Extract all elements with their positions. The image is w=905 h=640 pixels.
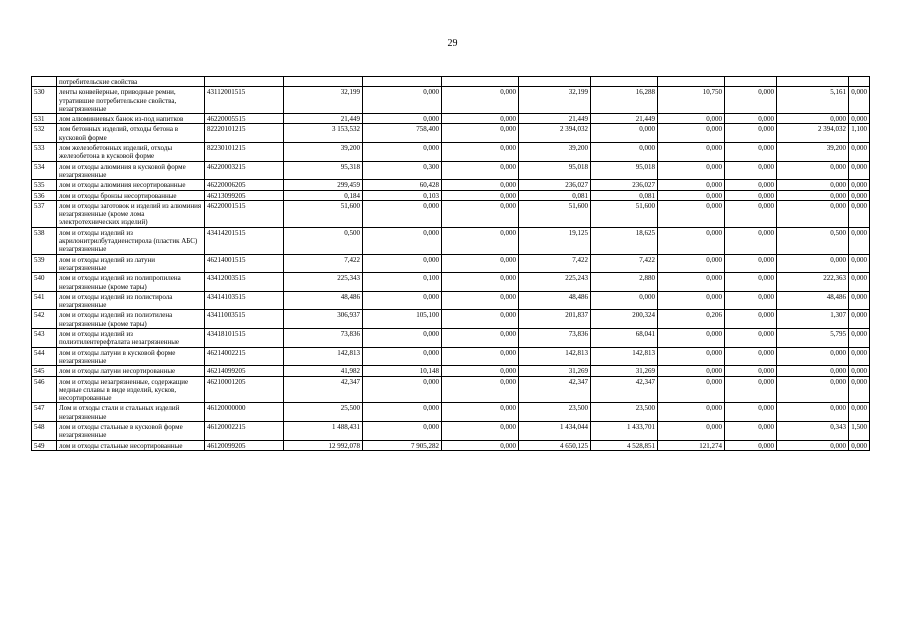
- table-row: [32, 87, 870, 114]
- cell-value: 0,000: [363, 143, 442, 162]
- cell-value: 0,206: [658, 310, 725, 329]
- table-row: [32, 329, 870, 348]
- table-row: [32, 403, 870, 422]
- cell-value: 0,000: [777, 440, 849, 450]
- cell-value: [777, 77, 849, 87]
- cell-value: 0,000: [725, 180, 777, 190]
- table-row: [32, 114, 870, 124]
- cell-value: 0,000: [725, 310, 777, 329]
- cell-value: 0,000: [442, 180, 519, 190]
- cell-value: 51,600: [519, 200, 591, 227]
- cell-value: 0,000: [849, 114, 870, 124]
- cell-value: 68,041: [591, 329, 658, 348]
- cell-value: 222,363: [777, 273, 849, 292]
- cell-code: 46120099205: [205, 440, 284, 450]
- cell-name: лом и отходы изделий из латуни незагрязненные: [57, 254, 205, 273]
- cell-code: 46214002215: [205, 347, 284, 366]
- cell-number: 543: [32, 329, 57, 348]
- cell-value: 0,000: [442, 87, 519, 114]
- cell-value: 0,000: [725, 421, 777, 440]
- cell-value: [284, 77, 363, 87]
- cell-number: 539: [32, 254, 57, 273]
- cell-value: 31,269: [519, 366, 591, 376]
- cell-value: 0,000: [442, 403, 519, 422]
- cell-value: 201,837: [519, 310, 591, 329]
- cell-value: 0,000: [777, 161, 849, 180]
- cell-value: 225,343: [284, 273, 363, 292]
- cell-value: [591, 77, 658, 87]
- table-row: [32, 227, 870, 254]
- cell-number: 540: [32, 273, 57, 292]
- cell-value: 0,000: [725, 114, 777, 124]
- cell-value: 0,081: [519, 190, 591, 200]
- cell-value: 4 650,125: [519, 440, 591, 450]
- cell-value: 0,000: [849, 273, 870, 292]
- cell-number: 530: [32, 87, 57, 114]
- cell-value: 3 153,532: [284, 124, 363, 143]
- cell-value: 18,625: [591, 227, 658, 254]
- cell-value: 1 434,044: [519, 421, 591, 440]
- cell-number: 541: [32, 291, 57, 310]
- cell-value: 0,000: [658, 366, 725, 376]
- cell-value: 0,000: [442, 366, 519, 376]
- table-row: [32, 310, 870, 329]
- cell-value: 0,000: [442, 227, 519, 254]
- cell-value: 0,000: [849, 161, 870, 180]
- cell-value: 7,422: [284, 254, 363, 273]
- cell-code: 43412003515: [205, 273, 284, 292]
- cell-code: 43418101515: [205, 329, 284, 348]
- cell-name: лом железобетонных изделий, отходы железобетона в кусковой форме: [57, 143, 205, 162]
- cell-value: 0,100: [363, 273, 442, 292]
- cell-value: 0,000: [849, 329, 870, 348]
- cell-value: 2 394,032: [519, 124, 591, 143]
- cell-value: 0,000: [725, 190, 777, 200]
- cell-value: 0,000: [725, 403, 777, 422]
- cell-value: 19,125: [519, 227, 591, 254]
- cell-value: 0,000: [725, 161, 777, 180]
- cell-value: 0,500: [777, 227, 849, 254]
- cell-number: 531: [32, 114, 57, 124]
- cell-value: 0,000: [777, 366, 849, 376]
- cell-value: 0,000: [658, 200, 725, 227]
- cell-value: 0,000: [363, 421, 442, 440]
- table-body: [32, 77, 870, 451]
- cell-number: 535: [32, 180, 57, 190]
- cell-value: 0,500: [284, 227, 363, 254]
- table-row: [32, 376, 870, 403]
- cell-value: 73,836: [519, 329, 591, 348]
- cell-number: 532: [32, 124, 57, 143]
- cell-value: 0,000: [725, 200, 777, 227]
- cell-value: 0,000: [725, 273, 777, 292]
- cell-value: 48,486: [284, 291, 363, 310]
- cell-value: 10,750: [658, 87, 725, 114]
- cell-value: 0,000: [442, 421, 519, 440]
- cell-name: лом и отходы латуни в кусковой форме незагрязненные: [57, 347, 205, 366]
- cell-value: 0,000: [849, 376, 870, 403]
- cell-value: 0,081: [591, 190, 658, 200]
- cell-value: 236,027: [519, 180, 591, 190]
- table-row: [32, 421, 870, 440]
- cell-value: 7,422: [519, 254, 591, 273]
- cell-value: 95,318: [284, 161, 363, 180]
- cell-value: 0,000: [363, 114, 442, 124]
- cell-value: 16,288: [591, 87, 658, 114]
- cell-value: 0,000: [658, 421, 725, 440]
- cell-value: 0,000: [849, 291, 870, 310]
- cell-value: 299,459: [284, 180, 363, 190]
- cell-value: 0,343: [777, 421, 849, 440]
- cell-value: 23,500: [519, 403, 591, 422]
- cell-value: 0,184: [284, 190, 363, 200]
- cell-value: 0,000: [658, 291, 725, 310]
- cell-value: 1,307: [777, 310, 849, 329]
- cell-value: 758,400: [363, 124, 442, 143]
- cell-name: лом и отходы незагрязненные, содержащие медные сплавы в виде изделий, кусков, несортированные: [57, 376, 205, 403]
- cell-value: 10,148: [363, 366, 442, 376]
- cell-value: 0,000: [777, 347, 849, 366]
- cell-number: 542: [32, 310, 57, 329]
- cell-value: [519, 77, 591, 87]
- cell-code: 46214099205: [205, 366, 284, 376]
- cell-value: 0,000: [591, 124, 658, 143]
- cell-code: 46213099205: [205, 190, 284, 200]
- cell-value: 105,100: [363, 310, 442, 329]
- cell-value: 0,000: [658, 329, 725, 348]
- cell-value: 0,000: [849, 200, 870, 227]
- cell-name: лом и отходы алюминия в кусковой форме незагрязненные: [57, 161, 205, 180]
- cell-code: 46214001515: [205, 254, 284, 273]
- cell-value: 95,018: [519, 161, 591, 180]
- table-row: [32, 347, 870, 366]
- cell-value: 142,813: [591, 347, 658, 366]
- table-row: [32, 200, 870, 227]
- cell-value: 0,000: [725, 329, 777, 348]
- table-row: [32, 161, 870, 180]
- cell-value: 0,000: [725, 124, 777, 143]
- cell-value: 0,000: [442, 291, 519, 310]
- cell-value: 0,000: [849, 227, 870, 254]
- cell-value: 0,000: [363, 403, 442, 422]
- cell-value: 39,200: [777, 143, 849, 162]
- cell-value: 0,000: [658, 161, 725, 180]
- cell-value: 0,000: [777, 114, 849, 124]
- cell-code: 46220006205: [205, 180, 284, 190]
- cell-number: 538: [32, 227, 57, 254]
- cell-value: 0,000: [777, 190, 849, 200]
- cell-value: 0,000: [849, 310, 870, 329]
- cell-name: лом и отходы стальные в кусковой форме незагрязненные: [57, 421, 205, 440]
- cell-value: 0,000: [725, 227, 777, 254]
- cell-code: [205, 77, 284, 87]
- cell-value: 0,000: [849, 403, 870, 422]
- cell-code: 43411003515: [205, 310, 284, 329]
- table-row-continuation: [32, 77, 870, 87]
- table-row: [32, 440, 870, 450]
- table-row: [32, 273, 870, 292]
- cell-value: 0,000: [777, 200, 849, 227]
- cell-value: 1,500: [849, 421, 870, 440]
- cell-code: 46210001205: [205, 376, 284, 403]
- cell-name: лом и отходы изделий из акрилонитрилбутадиенстирола (пластик АБС) незагрязненные: [57, 227, 205, 254]
- cell-value: 42,347: [284, 376, 363, 403]
- cell-value: 0,000: [725, 440, 777, 450]
- cell-value: 0,000: [442, 161, 519, 180]
- cell-value: 0,000: [442, 273, 519, 292]
- cell-value: 0,000: [777, 403, 849, 422]
- cell-name: лом и отходы изделий из полиэтилена незагрязненные (кроме тары): [57, 310, 205, 329]
- cell-value: 306,937: [284, 310, 363, 329]
- cell-number: 537: [32, 200, 57, 227]
- cell-value: 0,000: [658, 114, 725, 124]
- cell-value: 0,103: [363, 190, 442, 200]
- cell-code: 46220001515: [205, 200, 284, 227]
- cell-value: 0,000: [363, 87, 442, 114]
- cell-name: лом и отходы изделий из полипропилена незагрязненные (кроме тары): [57, 273, 205, 292]
- cell-name: Лом и отходы стали и стальных изделий незагрязненные: [57, 403, 205, 422]
- cell-value: 225,243: [519, 273, 591, 292]
- cell-value: 0,000: [363, 291, 442, 310]
- cell-value: 0,000: [442, 440, 519, 450]
- cell-value: 0,000: [442, 114, 519, 124]
- table-row: [32, 143, 870, 162]
- cell-value: [725, 77, 777, 87]
- cell-value: 0,000: [849, 440, 870, 450]
- cell-code: 46120000000: [205, 403, 284, 422]
- cell-number: 548: [32, 421, 57, 440]
- cell-value: 1 433,701: [591, 421, 658, 440]
- cell-value: 95,018: [591, 161, 658, 180]
- table-row: [32, 366, 870, 376]
- cell-name: лом алюминиевых банок из-под напитков: [57, 114, 205, 124]
- cell-value: 7 905,282: [363, 440, 442, 450]
- cell-code: 82230101215: [205, 143, 284, 162]
- cell-number: 534: [32, 161, 57, 180]
- cell-value: 41,982: [284, 366, 363, 376]
- cell-value: 2,880: [591, 273, 658, 292]
- cell-code: 43414201515: [205, 227, 284, 254]
- cell-value: 32,199: [519, 87, 591, 114]
- cell-value: 0,000: [442, 376, 519, 403]
- cell-value: 0,000: [849, 190, 870, 200]
- cell-name: лом и отходы изделий из полистирола незагрязненные: [57, 291, 205, 310]
- cell-value: 21,449: [284, 114, 363, 124]
- cell-value: 5,161: [777, 87, 849, 114]
- cell-code: 82220101215: [205, 124, 284, 143]
- cell-name: ленты конвейерные, приводные ремни, утратившие потребительские свойства, незагрязненные: [57, 87, 205, 114]
- cell-value: 0,000: [442, 190, 519, 200]
- table-row: [32, 291, 870, 310]
- cell-value: 0,000: [777, 180, 849, 190]
- cell-value: 0,000: [658, 227, 725, 254]
- cell-value: 4 528,851: [591, 440, 658, 450]
- cell-value: 5,795: [777, 329, 849, 348]
- waste-table: [31, 76, 870, 451]
- cell-code: 43414103515: [205, 291, 284, 310]
- cell-value: [849, 77, 870, 87]
- cell-value: 12 992,078: [284, 440, 363, 450]
- cell-value: 200,324: [591, 310, 658, 329]
- cell-value: 0,000: [849, 180, 870, 190]
- cell-value: 0,000: [849, 366, 870, 376]
- cell-value: 0,000: [442, 200, 519, 227]
- cell-code: 43112001515: [205, 87, 284, 114]
- cell-value: 0,000: [363, 227, 442, 254]
- cell-value: 0,000: [658, 180, 725, 190]
- cell-value: 0,300: [363, 161, 442, 180]
- cell-value: [658, 77, 725, 87]
- cell-value: 48,486: [777, 291, 849, 310]
- cell-value: 0,000: [849, 347, 870, 366]
- cell-value: 0,000: [442, 143, 519, 162]
- cell-value: 0,000: [591, 291, 658, 310]
- cell-value: 0,000: [725, 143, 777, 162]
- cell-value: 51,600: [591, 200, 658, 227]
- cell-value: 0,000: [363, 254, 442, 273]
- cell-value: 2 394,032: [777, 124, 849, 143]
- cell-value: 42,347: [591, 376, 658, 403]
- cell-value: 48,486: [519, 291, 591, 310]
- cell-number: 533: [32, 143, 57, 162]
- cell-value: 0,000: [725, 347, 777, 366]
- cell-value: 0,000: [363, 200, 442, 227]
- cell-value: 21,449: [591, 114, 658, 124]
- cell-number: 546: [32, 376, 57, 403]
- cell-value: 23,500: [591, 403, 658, 422]
- cell-value: 32,199: [284, 87, 363, 114]
- cell-value: 0,000: [442, 329, 519, 348]
- cell-name: лом и отходы бронзы несортированные: [57, 190, 205, 200]
- cell-number: 544: [32, 347, 57, 366]
- cell-value: 0,000: [363, 347, 442, 366]
- cell-name: лом и отходы алюминия несортированные: [57, 180, 205, 190]
- cell-value: 39,200: [284, 143, 363, 162]
- cell-value: 0,000: [849, 254, 870, 273]
- cell-number: 545: [32, 366, 57, 376]
- page-number: 29: [447, 38, 458, 49]
- cell-number: 536: [32, 190, 57, 200]
- cell-value: 142,813: [519, 347, 591, 366]
- cell-value: 142,813: [284, 347, 363, 366]
- cell-value: 25,500: [284, 403, 363, 422]
- cell-value: 0,000: [849, 87, 870, 114]
- cell-value: 0,000: [363, 329, 442, 348]
- cell-value: 0,000: [725, 254, 777, 273]
- cell-value: 0,000: [725, 366, 777, 376]
- cell-name: лом и отходы изделий из полиэтилентерефталата незагрязненные: [57, 329, 205, 348]
- cell-code: 46220003215: [205, 161, 284, 180]
- cell-value: 0,000: [442, 124, 519, 143]
- cell-value: 0,000: [725, 87, 777, 114]
- cell-number: 549: [32, 440, 57, 450]
- cell-name: потребительские свойства: [57, 77, 205, 87]
- cell-value: 42,347: [519, 376, 591, 403]
- cell-value: 51,600: [284, 200, 363, 227]
- cell-value: 0,000: [725, 291, 777, 310]
- cell-value: 73,836: [284, 329, 363, 348]
- cell-value: 0,000: [442, 254, 519, 273]
- cell-value: 0,000: [658, 273, 725, 292]
- cell-value: 236,027: [591, 180, 658, 190]
- cell-name: лом бетонных изделий, отходы бетона в кусковой форме: [57, 124, 205, 143]
- cell-value: 121,274: [658, 440, 725, 450]
- cell-value: 21,449: [519, 114, 591, 124]
- table-row: [32, 254, 870, 273]
- cell-value: 0,000: [442, 310, 519, 329]
- table-row: [32, 124, 870, 143]
- cell-value: 0,000: [658, 143, 725, 162]
- table-row: [32, 180, 870, 190]
- cell-value: 31,269: [591, 366, 658, 376]
- cell-value: 0,000: [725, 376, 777, 403]
- cell-value: 0,000: [658, 254, 725, 273]
- cell-name: лом и отходы латуни несортированные: [57, 366, 205, 376]
- cell-value: 0,000: [658, 376, 725, 403]
- cell-number: 547: [32, 403, 57, 422]
- cell-value: 0,000: [658, 124, 725, 143]
- cell-value: 0,000: [591, 143, 658, 162]
- table-row: [32, 190, 870, 200]
- cell-value: 0,000: [442, 347, 519, 366]
- cell-value: 39,200: [519, 143, 591, 162]
- cell-name: лом и отходы заготовок и изделий из алюминия незагрязненные (кроме лома электротехнических изделий): [57, 200, 205, 227]
- cell-value: 0,000: [777, 376, 849, 403]
- cell-value: 0,000: [658, 190, 725, 200]
- cell-name: лом и отходы стальные несортированные: [57, 440, 205, 450]
- cell-value: 0,000: [658, 347, 725, 366]
- cell-code: 46120002215: [205, 421, 284, 440]
- cell-number: [32, 77, 57, 87]
- cell-value: 0,000: [658, 403, 725, 422]
- cell-value: 0,000: [363, 376, 442, 403]
- cell-value: 1 488,431: [284, 421, 363, 440]
- cell-value: 1,100: [849, 124, 870, 143]
- cell-code: 46220005515: [205, 114, 284, 124]
- cell-value: 0,000: [777, 254, 849, 273]
- cell-value: [363, 77, 442, 87]
- cell-value: 7,422: [591, 254, 658, 273]
- cell-value: 0,000: [849, 143, 870, 162]
- cell-value: [442, 77, 519, 87]
- cell-value: 60,428: [363, 180, 442, 190]
